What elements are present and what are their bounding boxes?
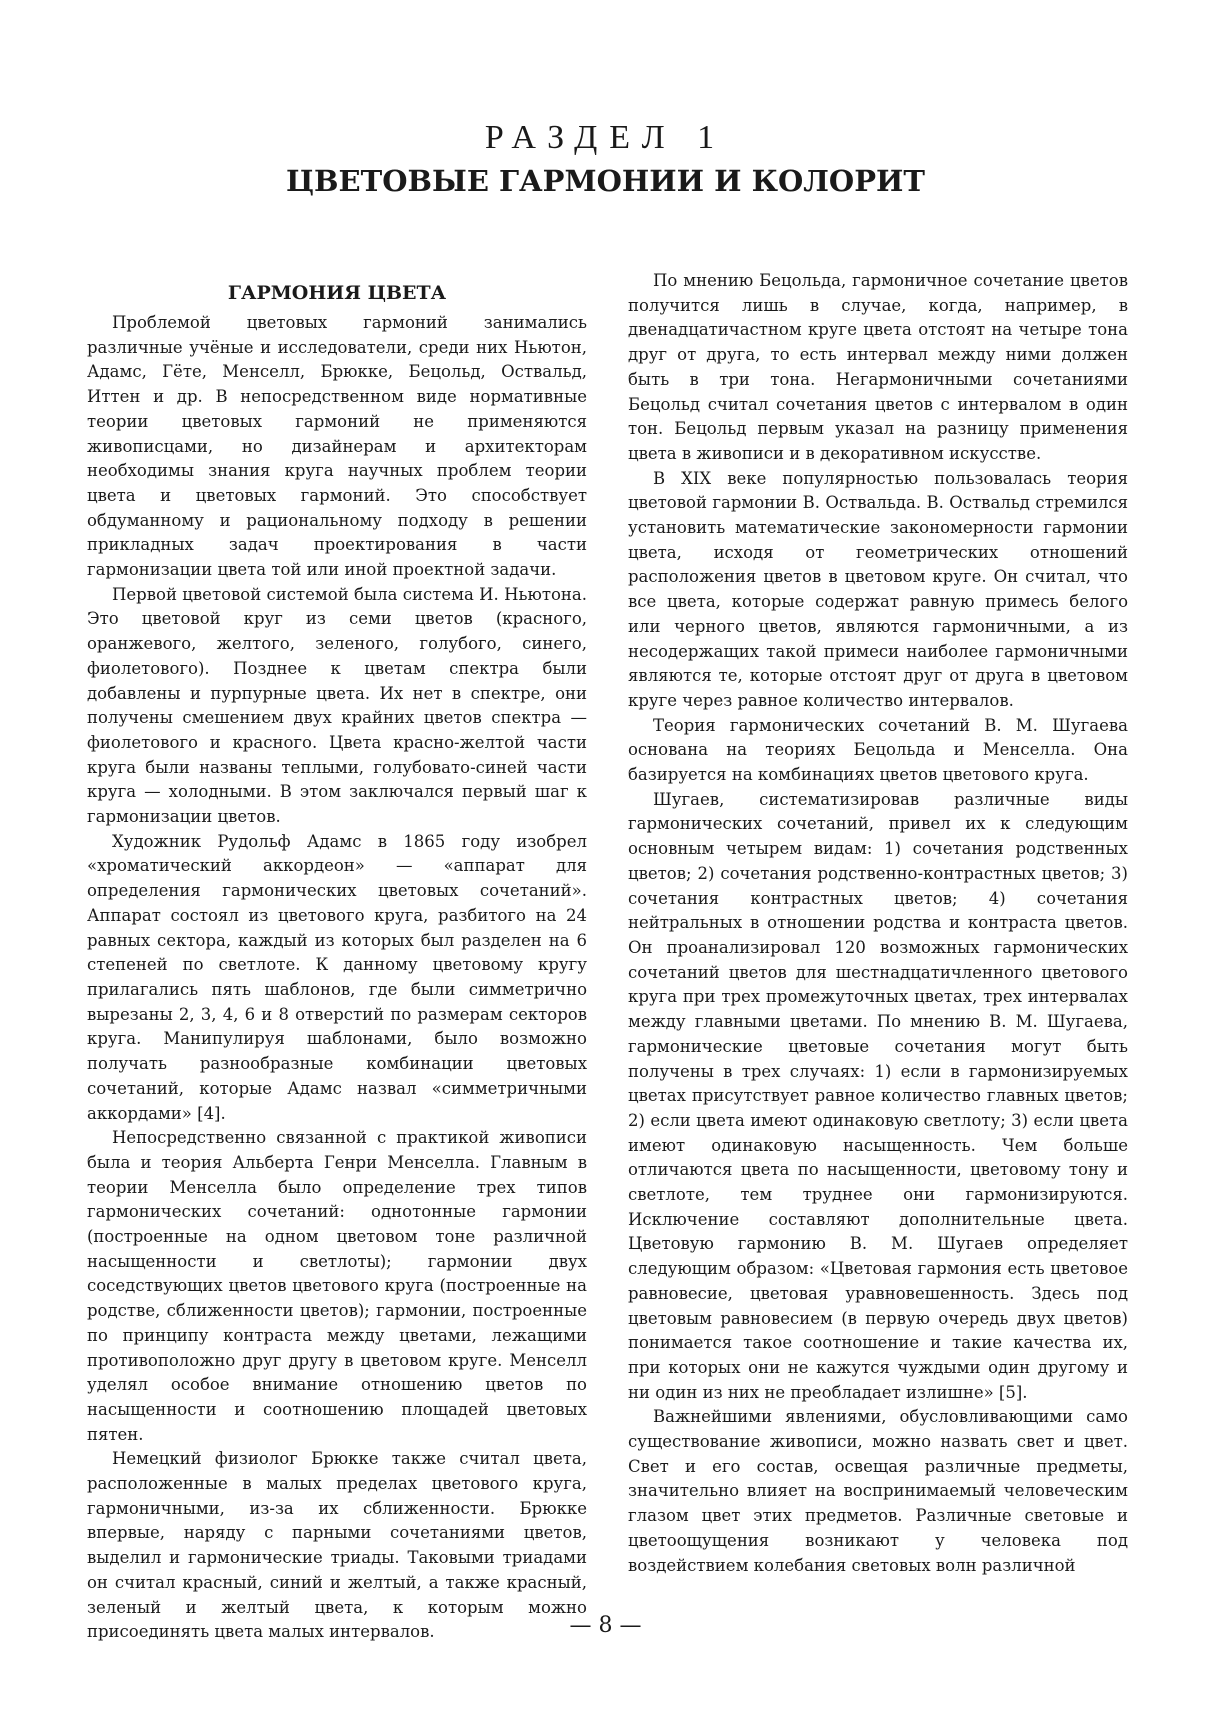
page-number: — 8 —	[569, 1613, 642, 1638]
paragraph: Первой цветовой системой была система И. Ньютона. Это цветовой круг из семи цветов (красного, оранжевого, желтого, зеленого, голубого, синего, фиолетового). Позднее к цветам спектра были добавлены и пурпурные цвета. Их нет в спектре, они получены смешением двух крайних цветов спектра — фиолетового и красного. Цвета красно-желтой части круга были названы теплыми, голубовато-синей части круга — холодными. В этом заключался первый шаг к гармонизации цветов.	[87, 584, 587, 827]
paragraph: Немецкий физиолог Брюкке также считал цвета, расположенные в малых пределах цветового круга, гармоничными, из-за их сближенности. Брюкке впервые, наряду с парными сочетаниями цветов, выделил и гармонические триады. Таковыми триадами он считал красный, синий и желтый, а также красный, зеленый и желтый цвета, к которым можно присоединять цвета малых интервалов.	[87, 1449, 587, 1642]
paragraph: Непосредственно связанной с практикой живописи была и теория Альберта Генри Менселла. Главным в теории Менселла было определение трех типов гармонических сочетаний: однотонные гармонии (построенные на одном цветовом тоне различной насыщенности и светлоты); гармонии двух соседствующих цветов цветового круга (построенные на родстве, сближенности цветов); гармонии, построенные по принципу контраста между цветами, лежащими противоположно друг другу в цветовом круге. Менселл уделял особое внимание отношению цветов по насыщенности и соотношению площадей цветовых пятен.	[87, 1128, 587, 1444]
paragraph: В XIX веке популярностью пользовалась теория цветовой гармонии В. Оствальда. В. Оствальд стремился установить математические закономерности гармонии цвета, исходя от геометрических отношений расположения цветов в цветовом круге. Он считал, что все цвета, которые содержат равную примесь белого или черного цветов, являются гармоничными, а из несодержащих такой примеси наиболее гармоничными являются те, которые отстоят друг от друга в цветовом круге через равное количество интервалов.	[628, 468, 1128, 710]
paragraph: Проблемой цветовых гармоний занимались различные учёные и исследователи, среди них Ньютон, Адамс, Гёте, Менселл, Брюкке, Бецольд, Оствальд, Иттен и др. В непосредственном виде нормативные теории цветовых гармоний не применяются живописцами, но дизайнерам и архитекторам необходимы знания круга научных проблем теории цвета и цветовых гармоний. Это способствует обдуманному и рациональному подходу в решении прикладных задач проектирования в части гармонизации цвета той или иной проектной задачи.	[87, 313, 587, 580]
right-column	[628, 269, 1128, 1578]
left-column	[87, 268, 587, 1645]
paragraph: По мнению Бецольда, гармоничное сочетание цветов получится лишь в случае, когда, например, в двенадцатичастном круге цвета отстоят на четыре тона друг от друга, то есть интервал между ними должен быть в три тона. Негармоничными сочетаниями Бецольд считал сочетания цветов с интервалом в один тон. Бецольд первым указал на разницу применения цвета в живописи и в декоративном искусстве.	[628, 271, 1128, 463]
paragraph: Шугаев, систематизировав различные виды гармонических сочетаний, привел их к следующим основным четырем видам: 1) сочетания родственных цветов; 2) сочетания родственно-контрастных цветов; 3) сочетания контрастных цветов; 4) сочетания нейтральных в отношении родства и контраста цветов. Он проанализировал 120 возможных гармонических сочетаний цветов для шестнадцатичленного цветового круга при трех промежуточных цветах, трех интервалах между главными цветами. По мнению В. М. Шугаева, гармонические цветовые сочетания могут быть получены в трех случаях: 1) если в гармонизируемых цветах присутствует равное количество главных цветов; 2) если цвета имеют одинаковую светлоту; 3) если цвета имеют одинаковую насыщенность. Чем больше отличаются цвета по насыщенности, цветовому тону и светлоте, тем труднее они гармонизируются. Исключение составляют дополнительные цвета. Цветовую гармонию В. М. Шугаев определяет следующим образом: «Цветовая гармония есть цветовое равновесие, цветовая уравновешенность. Здесь под цветовым равновесием (в первую очередь двух цветов) понимается такое соотношение и такие качества их, при которых они не кажутся чуждыми один другому и ни один из них не преобладает излишне» [5].	[628, 789, 1128, 1402]
section-header	[0, 118, 1211, 200]
section-title: ЦВЕТОВЫЕ ГАРМОНИИ И КОЛОРИТ	[286, 164, 925, 198]
paragraph: Художник Рудольф Адамс в 1865 году изобрел «хроматический аккордеон» — «аппарат для определения гармонических цветовых сочетаний». Аппарат состоял из цветового круга, разбитого на 24 равных сектора, каждый из которых был разделен на 6 степеней по светлоте. К данному цветовому кругу прилагались пять шаблонов, где были симметрично вырезаны 2, 3, 4, 6 и 8 отверстий по размерам секторов круга. Манипулируя шаблонами, было возможно получать разнообразные комбинации цветовых сочетаний, которые Адамс назвал «симметричными аккордами» [4].	[87, 831, 587, 1123]
paragraph: Важнейшими явлениями, обусловливающими само существование живописи, можно назвать свет и цвет. Свет и его состав, освещая различные предметы, значительно влияет на воспринимаемый человеческим глазом цвет этих предметов. Различные световые и цветоощущения возникают у человека под воздействием колебания световых волн различной	[628, 1407, 1128, 1575]
subheading: ГАРМОНИЯ ЦВЕТА	[227, 282, 447, 304]
paragraph: Теория гармонических сочетаний В. М. Шугаева основана на теориях Бецольда и Менселла. Она базируется на комбинациях цветов цветового круга.	[628, 715, 1128, 785]
section-label: РАЗДЕЛ 1	[484, 119, 727, 156]
